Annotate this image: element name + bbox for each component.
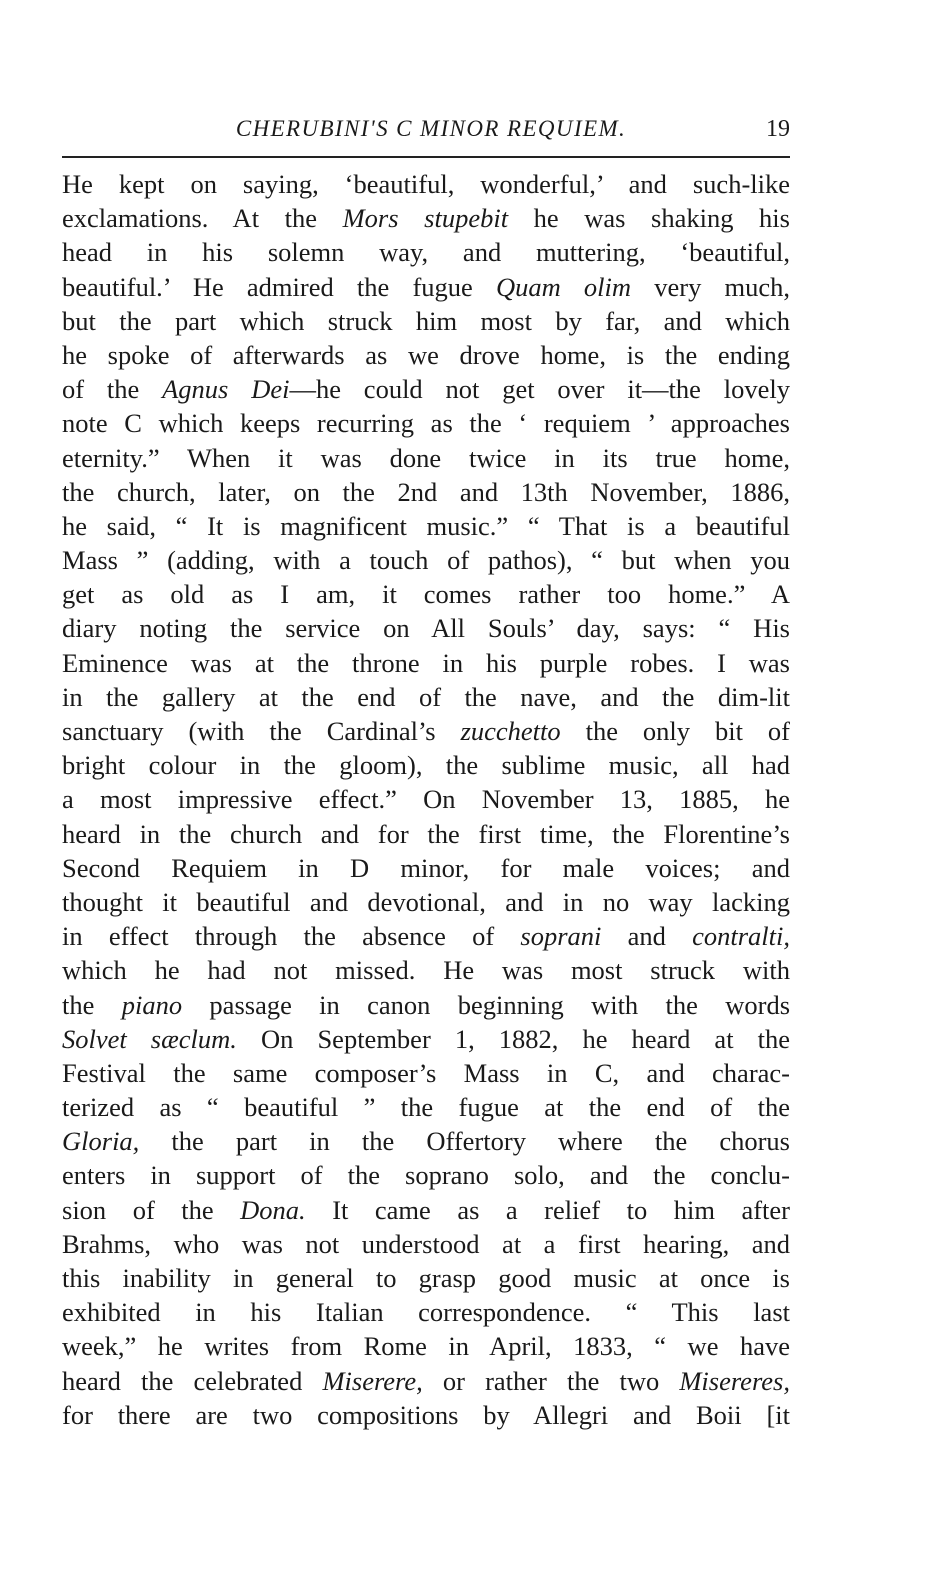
text-run: enters in support of the soprano solo, and the conclu- bbox=[62, 1160, 790, 1191]
text-line bbox=[62, 372, 790, 406]
text-run: he said, “ It is magnificent music.” “ That is a beautiful bbox=[62, 510, 790, 541]
text-run: Brahms, who was not understood at a first hearing, and bbox=[62, 1228, 790, 1259]
text-line bbox=[62, 270, 790, 304]
text-run: Eminence was at the throne in his purple robes. I was bbox=[62, 647, 790, 678]
text-run: of the bbox=[62, 374, 163, 405]
text-line bbox=[62, 748, 790, 782]
text-run: in the gallery at the end of the nave, and the dim-lit bbox=[62, 681, 790, 712]
text-line bbox=[62, 817, 790, 851]
text-line bbox=[62, 235, 790, 269]
text-line bbox=[62, 1295, 790, 1329]
italic-text: Dona. bbox=[240, 1194, 306, 1225]
text-run: head in his solemn way, and muttering, ‘beautiful, bbox=[62, 237, 790, 268]
text-line bbox=[62, 988, 790, 1022]
text-run: diary noting the service on All Souls’ day, says: “ His bbox=[62, 613, 790, 644]
text-line bbox=[62, 680, 790, 714]
text-line bbox=[62, 441, 790, 475]
text-run: —he could not get over it—the lovely bbox=[289, 374, 791, 405]
italic-text: soprani bbox=[520, 921, 602, 952]
page-number: 19 bbox=[766, 116, 790, 142]
text-run: the only bit of bbox=[560, 716, 790, 746]
text-run: note C which keeps recurring as the ‘ requiem ’ approaches bbox=[62, 408, 790, 439]
text-run: the church, later, on the 2nd and 13th November, 1886, bbox=[62, 476, 790, 507]
text-run: the bbox=[62, 989, 122, 1020]
text-line bbox=[62, 543, 790, 577]
text-line bbox=[62, 851, 790, 885]
text-run: eternity.” When it was done twice in its true home, bbox=[62, 442, 790, 473]
text-line bbox=[62, 714, 790, 748]
text-line bbox=[62, 1124, 790, 1158]
text-line bbox=[62, 782, 790, 816]
text-run: Festival the same composer’s Mass in C, and charac- bbox=[62, 1057, 790, 1088]
text-run: sion of the bbox=[62, 1194, 241, 1225]
text-run: thought it beautiful and devotional, and in no way lacking bbox=[62, 886, 790, 917]
body-text bbox=[62, 167, 790, 1432]
text-run: this inability in general to grasp good music at once is bbox=[62, 1263, 790, 1293]
text-run: heard in the church and for the first time, the Florentine’s bbox=[62, 818, 790, 849]
text-line bbox=[62, 1090, 790, 1124]
text-line bbox=[62, 509, 790, 543]
text-line bbox=[62, 577, 790, 611]
italic-text: Mors stupebit bbox=[342, 203, 509, 234]
text-run: which he had not missed. He was most struck with bbox=[62, 955, 790, 986]
text-run: for there are two compositions by Allegri and Boii [it bbox=[62, 1399, 790, 1430]
text-run: the part in the Offertory where the chorus bbox=[139, 1126, 790, 1157]
text-run: in effect through the absence of bbox=[62, 921, 521, 952]
text-line bbox=[62, 1193, 790, 1227]
text-run: terized as “ beautiful ” the fugue at the end of the bbox=[62, 1092, 790, 1123]
text-line bbox=[62, 885, 790, 919]
text-run: or rather the two bbox=[422, 1365, 680, 1396]
text-run: Mass ” (adding, with a touch of pathos), “ but when you bbox=[62, 545, 790, 576]
text-line bbox=[62, 1364, 790, 1398]
text-run: and bbox=[601, 921, 693, 952]
header-rule bbox=[62, 156, 790, 158]
text-line bbox=[62, 1398, 790, 1432]
text-run: heard the celebrated bbox=[62, 1365, 323, 1396]
running-head bbox=[62, 112, 790, 148]
text-run: he was shaking his bbox=[508, 203, 790, 234]
text-line bbox=[62, 167, 790, 201]
text-line bbox=[62, 1227, 790, 1261]
text-run: very much, bbox=[631, 271, 791, 302]
italic-text: contralti, bbox=[692, 921, 791, 952]
text-run: he spoke of afterwards as we drove home, is the ending bbox=[62, 339, 790, 370]
italic-text: Agnus Dei bbox=[162, 374, 290, 405]
text-line bbox=[62, 611, 790, 645]
text-line bbox=[62, 1158, 790, 1192]
text-line bbox=[62, 201, 790, 235]
italic-text: piano bbox=[121, 989, 183, 1020]
text-line bbox=[62, 919, 790, 953]
italic-text: Miserere, bbox=[322, 1365, 423, 1396]
italic-text: Quam olim bbox=[495, 271, 632, 302]
italic-text: Gloria, bbox=[62, 1126, 140, 1157]
text-line bbox=[62, 304, 790, 338]
text-run: exclamations. At the bbox=[62, 203, 343, 234]
text-run: On September 1, 1882, he heard at the bbox=[236, 1023, 790, 1054]
italic-text: zucchetto bbox=[460, 716, 561, 746]
text-line bbox=[62, 1261, 790, 1295]
text-line bbox=[62, 1329, 790, 1363]
text-run: Second Requiem in D minor, for male voices; and bbox=[62, 852, 790, 883]
text-line bbox=[62, 1056, 790, 1090]
text-run: beautiful.’ He admired the fugue bbox=[62, 271, 496, 302]
text-line bbox=[62, 953, 790, 987]
text-run: He kept on saying, ‘beautiful, wonderful,’ and such-like bbox=[62, 169, 790, 199]
running-title: CHERUBINI'S C MINOR REQUIEM. bbox=[235, 116, 627, 141]
text-line bbox=[62, 475, 790, 509]
text-run: It came as a relief to him after bbox=[305, 1194, 790, 1225]
text-run: passage in canon beginning with the words bbox=[182, 989, 791, 1020]
text-run: a most impressive effect.” On November 13, 1885, he bbox=[62, 784, 790, 815]
text-run: but the part which struck him most by far, and which bbox=[62, 305, 790, 336]
text-run: exhibited in his Italian correspondence. “ This last bbox=[62, 1297, 790, 1328]
text-run: get as old as I am, it comes rather too home.” A bbox=[62, 579, 790, 610]
italic-text: Misereres, bbox=[679, 1365, 790, 1396]
text-line bbox=[62, 1022, 790, 1056]
text-run: sanctuary (with the Cardinal’s bbox=[62, 716, 461, 746]
text-line bbox=[62, 646, 790, 680]
text-run: week,” he writes from Rome in April, 1833, “ we have bbox=[62, 1331, 790, 1362]
text-line bbox=[62, 406, 790, 440]
text-run: bright colour in the gloom), the sublime music, all had bbox=[62, 750, 790, 781]
text-line bbox=[62, 338, 790, 372]
italic-text: Solvet sæclum. bbox=[62, 1023, 237, 1054]
